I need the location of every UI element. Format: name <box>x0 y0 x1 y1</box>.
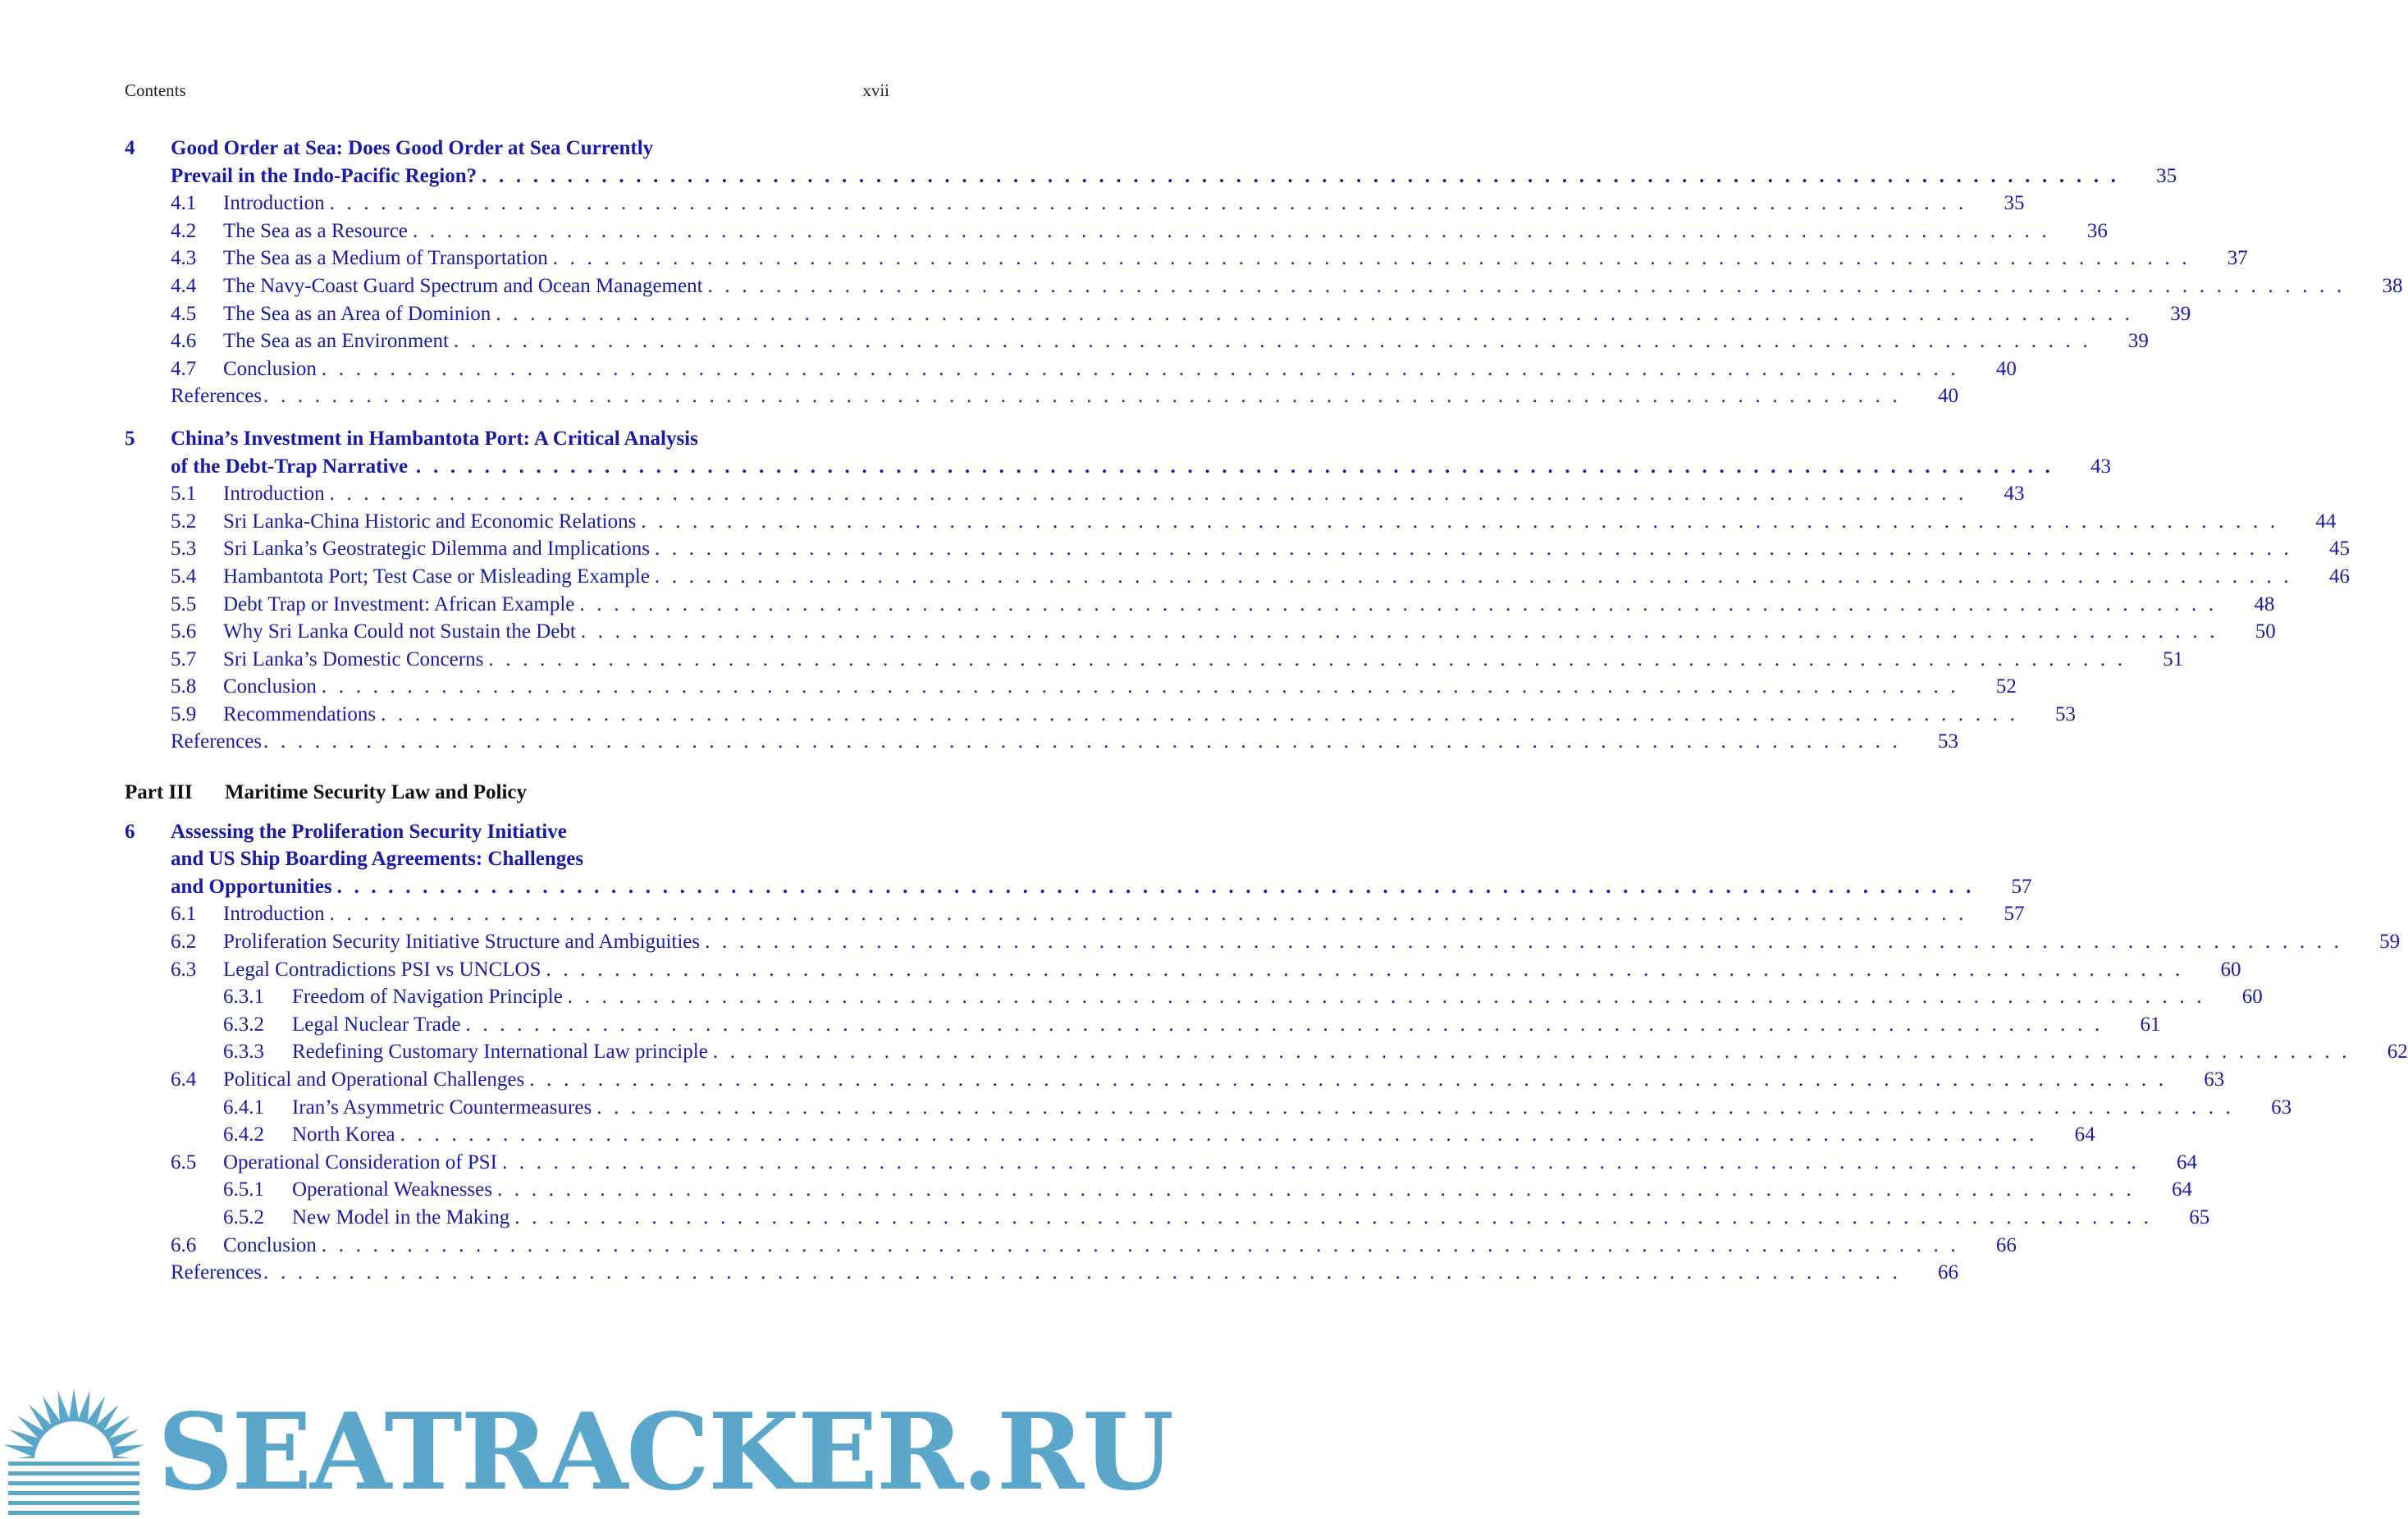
leader-dots <box>705 928 2342 956</box>
table-of-contents <box>125 135 2408 1287</box>
section-number: 5.9 <box>171 702 197 725</box>
toc-section[interactable] <box>125 1232 2017 1260</box>
page-ref: 48 <box>2254 593 2275 615</box>
toc-section[interactable] <box>125 355 2017 383</box>
page-ref: 40 <box>1938 385 1958 408</box>
chapter-number: 4 <box>125 137 135 159</box>
leader-dots <box>330 480 1967 508</box>
subsection-number: 6.3.2 <box>223 1013 264 1036</box>
chapter-title-line: China’s Investment in Hambantota Port: A Critical Analysis <box>171 427 698 450</box>
section-title: Sri Lanka’s Domestic Concerns <box>223 647 484 670</box>
leader-dots <box>263 728 1901 756</box>
section-title: Recommendations <box>223 702 377 725</box>
toc-section[interactable] <box>125 591 2275 619</box>
page-ref: 64 <box>2176 1151 2197 1174</box>
page-ref: 66 <box>1995 1233 2017 1256</box>
leader-dots <box>713 1038 2351 1066</box>
section-title: Legal Contradictions PSI vs UNCLOS <box>223 958 541 981</box>
chapter-title-line: Prevail in the Indo-Pacific Region? <box>171 164 477 187</box>
leader-dots <box>514 1204 2152 1232</box>
toc-section[interactable] <box>125 300 2191 328</box>
page-ref: 37 <box>2227 247 2248 270</box>
leader-dots <box>497 1176 2135 1204</box>
section-number: 6.1 <box>171 903 197 926</box>
page-ref: 64 <box>2171 1178 2192 1201</box>
section-title: Hambantota Port; Test Case or Misleading Example <box>223 565 650 588</box>
page-ref: 38 <box>2382 274 2403 297</box>
section-title: The Sea as a Medium of Transportation <box>223 247 548 270</box>
leader-dots <box>596 1094 2234 1122</box>
section-title: Operational Consideration of PSI <box>223 1151 497 1174</box>
leader-dots <box>641 508 2278 536</box>
leader-dots <box>579 591 2217 619</box>
page-ref: 65 <box>2189 1206 2210 1228</box>
toc-section[interactable] <box>125 272 2403 300</box>
chapter-title-line: Good Order at Sea: Does Good Order at Sea Currently <box>171 137 654 159</box>
page-ref: 53 <box>2055 702 2077 725</box>
leader-dots <box>330 900 1967 928</box>
subsection-number: 6.5.2 <box>223 1206 264 1228</box>
page-ref: 50 <box>2255 620 2276 643</box>
toc-part-3 <box>125 779 889 807</box>
section-number: 6.2 <box>171 931 197 954</box>
chapter-title-line: and US Ship Boarding Agreements: Challenges <box>171 848 584 871</box>
section-number: 4.6 <box>171 330 197 353</box>
section-number: 4.1 <box>171 192 197 215</box>
leader-dots <box>465 1011 2103 1039</box>
section-title: Conclusion <box>223 1233 317 1256</box>
subsection-number: 6.5.1 <box>223 1178 264 1201</box>
page-ref: 63 <box>2271 1096 2292 1119</box>
section-title: Debt Trap or Investment: African Example <box>223 593 575 615</box>
page-ref: 36 <box>2086 219 2108 242</box>
page-ref: 59 <box>2379 931 2401 954</box>
toc-section[interactable] <box>125 217 2108 245</box>
section-title: Introduction <box>223 483 325 506</box>
section-number: 5.3 <box>171 538 197 560</box>
section-number: 4.7 <box>171 357 197 380</box>
toc-section[interactable] <box>125 245 2248 272</box>
leader-dots <box>322 1232 1959 1260</box>
page-ref: 35 <box>2156 164 2177 187</box>
toc-chapter-6-title[interactable] <box>125 818 889 846</box>
section-title: The Sea as a Resource <box>223 219 408 242</box>
page-ref: 57 <box>2004 903 2025 926</box>
subsection-title: Legal Nuclear Trade <box>292 1013 461 1036</box>
subsection-title: Iran’s Asymmetric Countermeasures <box>292 1096 592 1119</box>
toc-chapter-5-title[interactable] <box>125 425 889 453</box>
toc-chapter-6-title-cont[interactable] <box>125 845 889 873</box>
leader-dots <box>482 162 2119 190</box>
subsection-number: 6.4.2 <box>223 1123 264 1146</box>
page-ref: 52 <box>1995 675 2017 698</box>
section-number: 6.5 <box>171 1151 197 1174</box>
section-title: The Navy-Coast Guard Spectrum and Ocean Management <box>223 274 703 297</box>
chapter-number: 5 <box>125 427 135 450</box>
section-title: Proliferation Security Initiative Structure and Ambiguities <box>223 931 701 954</box>
subsection-number: 6.4.1 <box>223 1096 264 1119</box>
leader-dots <box>502 1149 2140 1177</box>
leader-dots <box>529 1066 2167 1094</box>
references-title: References <box>171 730 263 753</box>
page-ref: 39 <box>2127 330 2149 353</box>
references-title: References <box>171 385 263 408</box>
page-ref: 46 <box>2328 565 2350 588</box>
section-number: 5.4 <box>171 565 197 588</box>
toc-subsection[interactable] <box>125 1038 2408 1066</box>
toc-section[interactable] <box>125 646 2184 674</box>
leader-dots <box>330 190 1967 217</box>
toc-chapter-4-title-cont[interactable] <box>125 162 2177 190</box>
section-number: 5.8 <box>171 675 197 698</box>
toc-section[interactable] <box>125 956 2241 984</box>
toc-section[interactable] <box>125 535 2350 563</box>
watermark-text: SEATRACKER.RU <box>158 1391 1172 1514</box>
section-title: Why Sri Lanka Could not Sustain the Debt <box>223 620 576 643</box>
toc-subsection[interactable] <box>125 1094 2292 1122</box>
leader-dots <box>263 1259 1901 1287</box>
section-number: 5.5 <box>171 593 197 615</box>
subsection-title: Operational Weaknesses <box>292 1178 492 1201</box>
subsection-number: 6.3.3 <box>223 1041 264 1064</box>
leader-dots <box>488 646 2126 674</box>
subsection-number: 6.3.1 <box>223 986 264 1009</box>
page-ref: 62 <box>2387 1041 2408 1064</box>
toc-section[interactable] <box>125 480 2025 508</box>
toc-section[interactable] <box>125 190 2025 217</box>
page-ref: 40 <box>1995 357 2017 380</box>
page-ref: 64 <box>2074 1123 2095 1146</box>
leader-dots <box>546 956 2184 984</box>
section-number: 4.3 <box>171 247 197 270</box>
subsection-title: North Korea <box>292 1123 395 1146</box>
toc-chapter-4-title[interactable] <box>125 135 889 162</box>
chapter-title-line: of the Debt-Trap Narrative <box>171 455 409 478</box>
subsection-title: New Model in the Making <box>292 1206 510 1228</box>
section-title: The Sea as an Environment <box>223 330 449 353</box>
page-ref: 51 <box>2163 647 2184 670</box>
page-ref: 60 <box>2220 958 2241 981</box>
toc-references[interactable] <box>125 728 1958 756</box>
leader-dots <box>655 563 2292 591</box>
references-title: References <box>171 1261 263 1284</box>
chapter-title-line: and Opportunities <box>171 875 332 898</box>
page-ref: 43 <box>2004 483 2025 506</box>
toc-section[interactable] <box>125 900 2025 928</box>
section-number: 5.7 <box>171 647 197 670</box>
part-title: Maritime Security Law and Policy <box>225 781 527 804</box>
leader-dots <box>416 453 2054 481</box>
toc-section[interactable] <box>125 1066 2225 1094</box>
toc-references[interactable] <box>125 382 1958 410</box>
section-number: 6.4 <box>171 1068 197 1091</box>
toc-subsection[interactable] <box>125 1011 2161 1039</box>
toc-section[interactable] <box>125 618 2276 646</box>
leader-dots <box>568 983 2205 1011</box>
toc-section[interactable] <box>125 701 2077 729</box>
toc-chapter-6-title-cont[interactable] <box>125 873 2032 901</box>
section-number: 5.2 <box>171 510 197 533</box>
leader-dots <box>381 701 2018 729</box>
section-title: Introduction <box>223 903 325 926</box>
section-title: The Sea as an Area of Dominion <box>223 302 491 325</box>
toc-section[interactable] <box>125 563 2350 591</box>
page-ref: 57 <box>2011 875 2032 898</box>
section-title: Sri Lanka-China Historic and Economic Relations <box>223 510 637 533</box>
leader-dots <box>322 673 1959 701</box>
section-title: Introduction <box>223 192 325 215</box>
running-header <box>125 80 889 101</box>
page-number: xvii <box>862 80 889 100</box>
toc-references[interactable] <box>125 1259 1958 1287</box>
page-ref: 45 <box>2328 538 2350 560</box>
toc-subsection[interactable] <box>125 983 2263 1011</box>
toc-subsection[interactable] <box>125 1121 2095 1149</box>
page-ref: 39 <box>2170 302 2191 325</box>
leader-dots <box>337 873 1975 901</box>
section-title: Sri Lanka’s Geostrategic Dilemma and Implications <box>223 538 650 560</box>
page-ref: 43 <box>2090 455 2111 478</box>
leader-dots <box>553 245 2191 272</box>
section-title: Conclusion <box>223 357 317 380</box>
toc-section[interactable] <box>125 1149 2197 1177</box>
page-ref: 44 <box>2315 510 2337 533</box>
page-ref: 60 <box>2241 986 2263 1009</box>
subsection-title: Redefining Customary International Law principle <box>292 1041 708 1064</box>
leader-dots <box>708 272 2346 300</box>
section-number: 6.6 <box>171 1233 197 1256</box>
leader-dots <box>655 535 2292 563</box>
page-ref: 61 <box>2140 1013 2161 1036</box>
section-number: 4.5 <box>171 302 197 325</box>
page-ref: 53 <box>1938 730 1958 753</box>
toc-section[interactable] <box>125 673 2017 701</box>
section-number: 4.4 <box>171 274 197 297</box>
leader-dots <box>496 300 2133 328</box>
leader-dots <box>413 217 2050 245</box>
section-number: 5.1 <box>171 483 197 506</box>
section-number: 4.2 <box>171 219 197 242</box>
page-ref: 35 <box>2004 192 2025 215</box>
page-ref: 63 <box>2204 1068 2225 1091</box>
leader-dots <box>263 382 1901 410</box>
toc-subsection[interactable] <box>125 1204 2210 1232</box>
section-title: Political and Operational Challenges <box>223 1068 525 1091</box>
toc-section[interactable] <box>125 928 2401 956</box>
section-number: 6.3 <box>171 958 197 981</box>
page-ref: 66 <box>1938 1261 1958 1284</box>
chapter-title-line: Assessing the Proliferation Security Initiative <box>171 820 567 843</box>
toc-chapter-5-title-cont[interactable] <box>125 453 2111 481</box>
part-label: Part III <box>125 781 193 804</box>
toc-section[interactable] <box>125 508 2337 536</box>
toc-subsection[interactable] <box>125 1176 2192 1204</box>
subsection-title: Freedom of Navigation Principle <box>292 986 563 1009</box>
leader-dots <box>581 618 2218 646</box>
running-header-title: Contents <box>125 80 186 100</box>
toc-section[interactable] <box>125 327 2149 355</box>
leader-dots <box>322 355 1959 383</box>
leader-dots <box>400 1121 2038 1149</box>
chapter-number: 6 <box>125 820 135 843</box>
section-number: 5.6 <box>171 620 197 643</box>
leader-dots <box>454 327 2091 355</box>
section-title: Conclusion <box>223 675 317 698</box>
